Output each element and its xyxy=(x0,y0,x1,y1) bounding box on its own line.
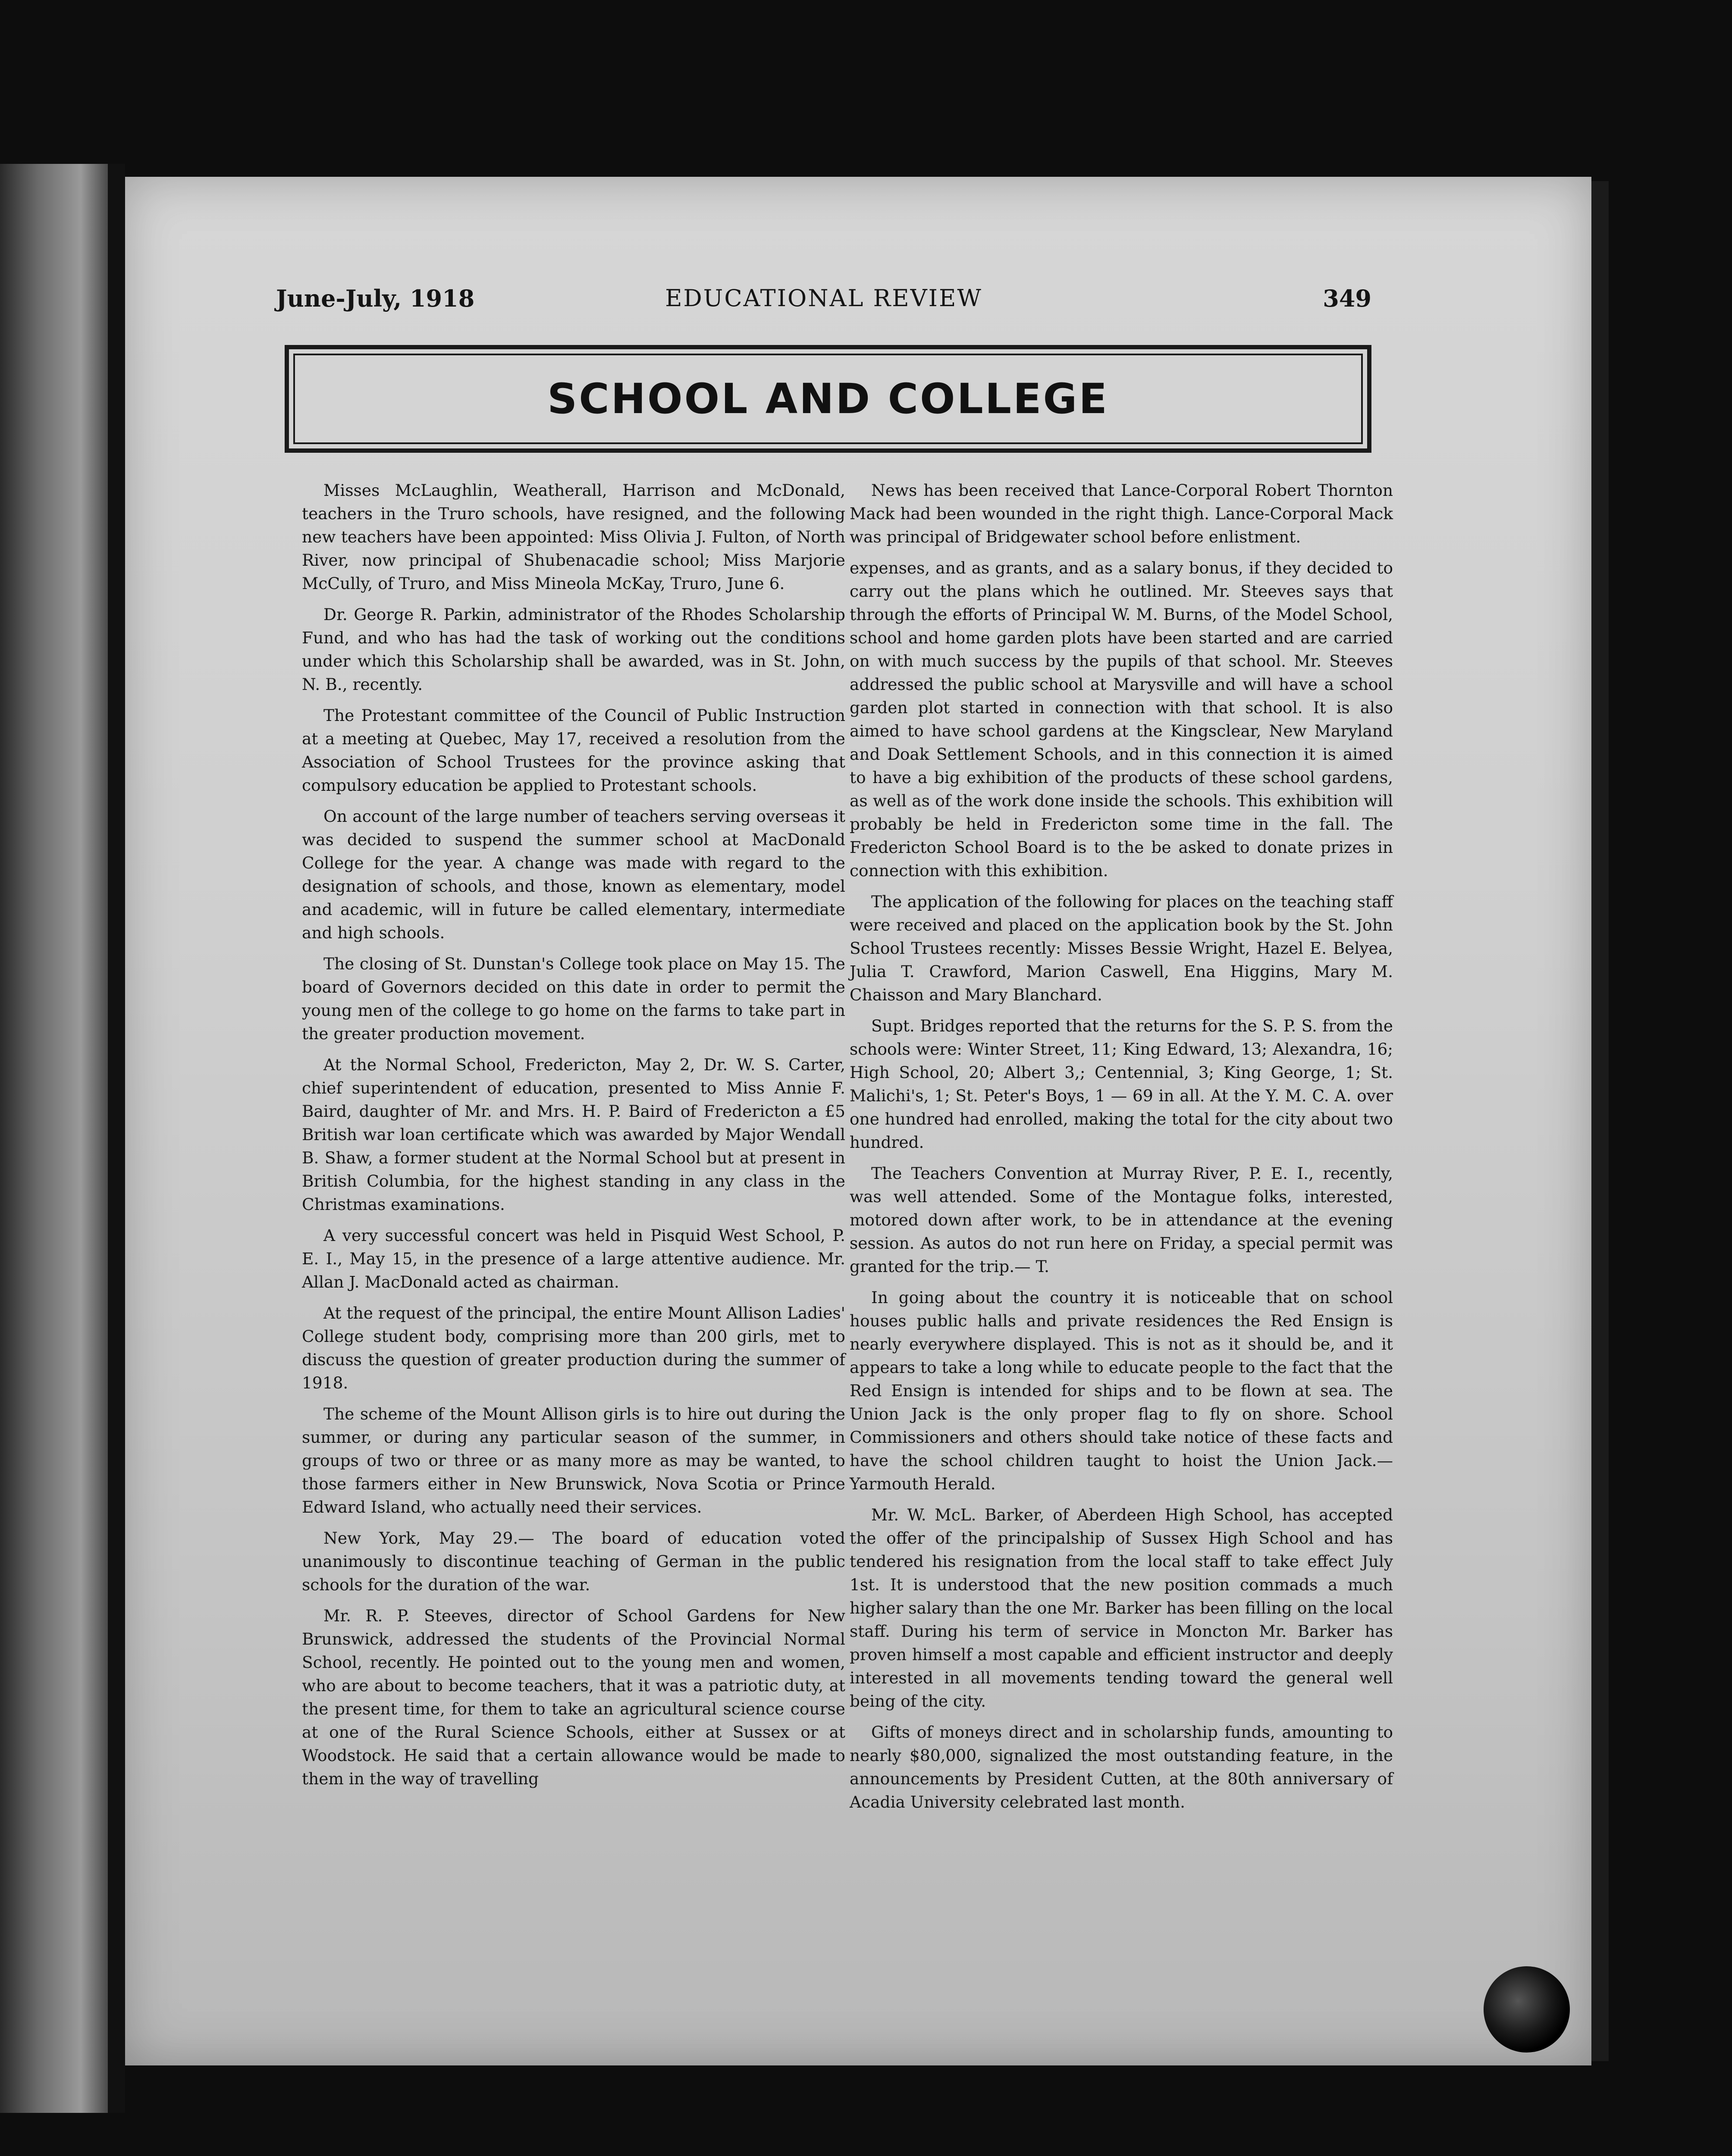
paragraph: At the request of the principal, the entire Mount Allison Ladies' College student body, comprising more than 200 girls, met to discuss the question of greater production during the summer of 1918. xyxy=(302,1304,845,1392)
section-title-box xyxy=(285,345,1371,453)
paragraph: The Protestant committee of the Council of Public Instruction at a meeting at Quebec, May 17, received a resolution from the Association of School Trustees for the province asking that compulsory education be applied to Protestant schools. xyxy=(302,706,845,795)
paragraph: The Teachers Convention at Murray River, P. E. I., recently, was well attended. Some of the Montague folks, interested, motored down after work, to be in attendance at the evening session. As autos do not run here on Friday, a special permit was granted for the trip.— T. xyxy=(850,1164,1393,1276)
paragraph: The scheme of the Mount Allison girls is to hire out during the summer, or during any particular season of the summer, in groups of two or three or as many more as may be wanted, to those farmers either in New Brunswick, Nova Scotia or Prince Edward Island, who actually need their services. xyxy=(302,1404,845,1517)
paragraph: News has been received that Lance-Corporal Robert Thornton Mack had been wounded in the right thigh. Lance-Corporal Mack was principal of Bridgewater school before enlistment. xyxy=(850,481,1393,546)
left-column xyxy=(302,479,845,1798)
paragraph: On account of the large number of teachers serving overseas it was decided to suspend the summer school at MacDonald College for the year. A change was made with regard to the designation of schools, and those, known as elementary, model and academic, will in future be called elementary, intermediate and high schools. xyxy=(302,807,845,942)
paragraph: Gifts of moneys direct and in scholarship funds, amounting to nearly $80,000, signalized the most outstanding feature, in the announcements by President Cutten, at the 80th anniversary of Acadia University celebrated last month. xyxy=(850,1723,1393,1811)
paragraph: In going about the country it is noticeable that on school houses public halls and private residences the Red Ensign is nearly everywhere displayed. This is not as it should be, and it appears to take a long while to educate people to the fact that the Red Ensign is intended for ships and to be flown at sea. The Union Jack is the only proper flag to fly on shore. School Commissioners and others should take notice of these facts and have the school children taught to hoist the Union Jack.— Yarmouth Herald. xyxy=(850,1288,1393,1493)
binder-clip xyxy=(1484,1966,1570,2053)
paragraph: Mr. W. McL. Barker, of Aberdeen High School, has accepted the offer of the principalship of Sussex High School and has tendered his resignation from the local staff to take effect July 1st. It is understood that the new position commads a much higher salary than the one Mr. Barker has been filling on the local staff. During his term of service in Moncton Mr. Barker has proven himself a most capable and efficient instructor and deeply interested in all movements tending toward the general well being of the city. xyxy=(850,1505,1393,1711)
paragraph: Misses McLaughlin, Weatherall, Harrison and McDonald, teachers in the Truro schools, have resigned, and the following new teachers have been appointed: Miss Olivia J. Fulton, of North River, now principal of Shubenacadie school; Miss Marjorie McCully, of Truro, and Miss Mineola McKay, Truro, June 6. xyxy=(302,481,845,593)
right-column xyxy=(850,479,1393,1821)
paragraph: Supt. Bridges reported that the returns for the S. P. S. from the schools were: Winter Street, 11; King Edward, 13; Alexandra, 16; High School, 20; Albert 3,; Centennial, 3; King George, 1; St. Malichi's, 1; St. Peter's Boys, 1 — 69 in all. At the Y. M. C. A. over one hundred had enrolled, making the total for the city about two hundred. xyxy=(850,1016,1393,1152)
paragraph-continued: expenses, and as grants, and as a salary bonus, if they decided to carry out the plans which he outlined. Mr. Steeves says that through the efforts of Principal W. M. Burns, of the Model School, school and home garden plots have been started and are carried on with much success by the pupils of that school. Mr. Steeves addressed the public school at Marysville and will have a school garden plot started in connection with that school. It is also aimed to have school gardens at the Kingsclear, New Maryland and Doak Settlement Schools, and in this connection it is aimed to have a big exhibition of the products of these school gardens, as well as of the work done inside the schools. This exhibition will probably be held in Fredericton some time in the fall. The Fredericton School Board is to the be asked to donate prizes in connection with this exhibition. xyxy=(850,558,1393,880)
section-title-frame xyxy=(293,354,1363,444)
paragraph: A very successful concert was held in Pisquid West School, P. E. I., May 15, in the presence of a large attentive audience. Mr. Allan J. MacDonald acted as chairman. xyxy=(302,1226,845,1291)
journal-title: EDUCATIONAL REVIEW xyxy=(665,285,982,312)
section-title: SCHOOL AND COLLEGE xyxy=(547,375,1109,423)
gutter-shadow xyxy=(108,164,125,2113)
running-head xyxy=(276,285,1371,319)
adjacent-page-edge xyxy=(0,164,108,2113)
paragraph: The application of the following for places on the teaching staff were received and placed on the application book by the St. John School Trustees recently: Misses Bessie Wright, Hazel E. Belyea, Julia T. Crawford, Marion Caswell, Ena Higgins, Mary M. Chaisson and Mary Blanchard. xyxy=(850,892,1393,1004)
paragraph: New York, May 29.— The board of education voted unanimously to discontinue teaching of German in the public schools for the duration of the war. xyxy=(302,1529,845,1594)
paragraph: The closing of St. Dunstan's College took place on May 15. The board of Governors decided on this date in order to permit the young men of the college to go home on the farms to take part in the greater production movement. xyxy=(302,954,845,1043)
issue-date: June-July, 1918 xyxy=(276,285,475,312)
page-right-edge xyxy=(1591,181,1609,2061)
paragraph: At the Normal School, Fredericton, May 2, Dr. W. S. Carter, chief superintendent of education, presented to Miss Annie F. Baird, daughter of Mr. and Mrs. H. P. Baird of Fredericton a £5 British war loan certificate which was awarded by Major Wendall B. Shaw, a former student at the Normal School but at present in British Columbia, for the highest standing in any class in the Christmas examinations. xyxy=(302,1055,845,1214)
paragraph: Mr. R. P. Steeves, director of School Gardens for New Brunswick, addressed the students of the Provincial Normal School, recently. He pointed out to the young men and women, who are about to become teachers, that it was a patriotic duty, at the present time, for them to take an agricultural science course at one of the Rural Science Schools, either at Sussex or at Woodstock. He said that a certain allowance would be made to them in the way of travelling xyxy=(302,1606,845,1788)
paragraph: Dr. George R. Parkin, administrator of the Rhodes Scholarship Fund, and who has had the task of working out the conditions under which this Scholarship shall be awarded, was in St. John, N. B., recently. xyxy=(302,605,845,694)
page-number: 349 xyxy=(1323,285,1371,312)
